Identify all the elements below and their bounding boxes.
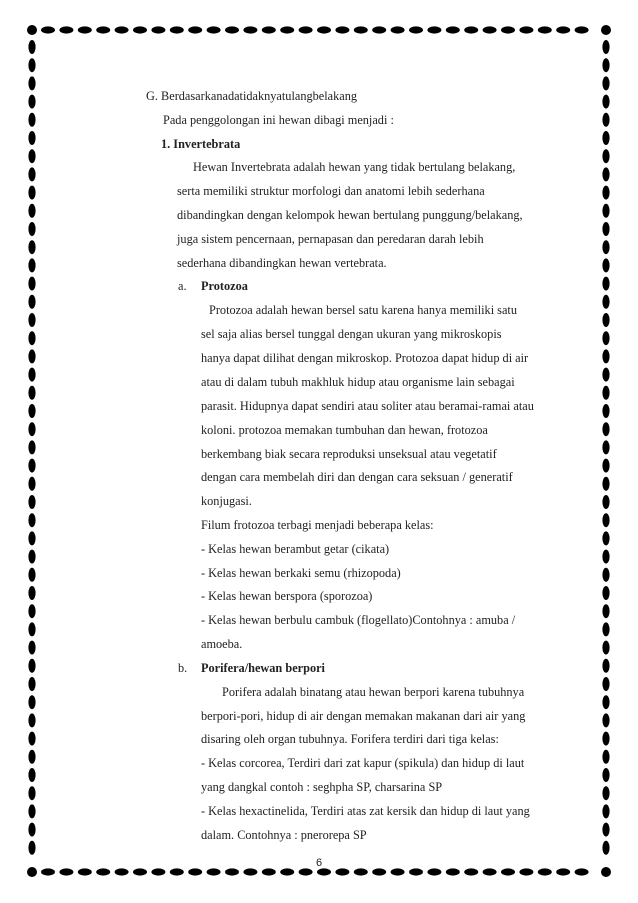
list-item: - Kelas hewan berbulu cambuk (flogellato)Contohnya : amuba / [201, 613, 516, 627]
sub-b-marker: b. [178, 661, 188, 675]
paragraph-line: serta memiliki struktur morfologi dan anatomi lebih sederhana [177, 184, 485, 198]
list-item: - Kelas hewan berspora (sporozoa) [201, 589, 373, 603]
page-number: 6 [315, 857, 323, 869]
paragraph-line: dalam. Contohnya : pnerorepa SP [201, 828, 367, 842]
paragraph-line: - Kelas hexactinelida, Terdiri atas zat kersik dan hidup di laut yang [201, 804, 530, 818]
paragraph-line: berkembang biak secara reproduksi unseksual atau vegetatif [201, 447, 497, 461]
paragraph-line: Protozoa adalah hewan bersel satu karena hanya memiliki satu [209, 303, 517, 317]
paragraph-line: juga sistem pencernaan, pernapasan dan peredaran darah lebih [177, 232, 484, 246]
paragraph-line: hanya dapat dilihat dengan mikroskop. Protozoa dapat hidup di air [201, 351, 529, 365]
paragraph-line: Hewan Invertebrata adalah hewan yang tidak bertulang belakang, [193, 160, 516, 174]
paragraph-line: dibandingkan dengan kelompok hewan bertulang punggung/belakang, [177, 208, 523, 222]
sub-a-title: Protozoa [201, 279, 248, 293]
classes-intro: Filum frotozoa terbagi menjadi beberapa kelas: [201, 518, 434, 532]
intro-text: Pada penggolongan ini hewan dibagi menjadi : [163, 113, 394, 127]
paragraph-line: yang dangkal contoh : seghpha SP, charsarina SP [201, 780, 443, 794]
paragraph-line: disaring oleh organ tubuhnya. Forifera terdiri dari tiga kelas: [201, 732, 499, 746]
list-item: - Kelas hewan berkaki semu (rhizopoda) [201, 566, 401, 580]
paragraph-line: konjugasi. [201, 494, 252, 508]
list-item: - Kelas hewan berambut getar (cikata) [201, 542, 390, 556]
paragraph-line: koloni. protozoa memakan tumbuhan dan hewan, frotozoa [201, 423, 488, 437]
paragraph-line: dengan cara membelah diri dan dengan cara seksuan / generatif [201, 470, 513, 484]
paragraph-line: parasit. Hidupnya dapat sendiri atau soliter atau beramai-ramai atau [201, 399, 534, 413]
list-item: amoeba. [201, 637, 243, 651]
paragraph-line: sederhana dibandingkan hewan vertebrata. [177, 256, 387, 270]
paragraph-line: berpori-pori, hidup di air dengan memakan makanan dari air yang [201, 709, 526, 723]
section-heading: G. Berdasarkanadatidaknyatulangbelakang [146, 89, 358, 103]
sub-a-marker: a. [178, 279, 187, 293]
sub-b-title: Porifera/hewan berpori [201, 661, 325, 675]
paragraph-line: - Kelas corcorea, Terdiri dari zat kapur (spikula) dan hidup di laut [201, 756, 525, 770]
item-invertebrata-title: 1. Invertebrata [161, 137, 241, 151]
paragraph-line: atau di dalam tubuh makhluk hidup atau organisme lain sebagai [201, 375, 515, 389]
paragraph-line: Porifera adalah binatang atau hewan berpori karena tubuhnya [222, 685, 525, 699]
paragraph-line: sel saja alias bersel tunggal dengan ukuran yang mikroskopis [201, 327, 502, 341]
